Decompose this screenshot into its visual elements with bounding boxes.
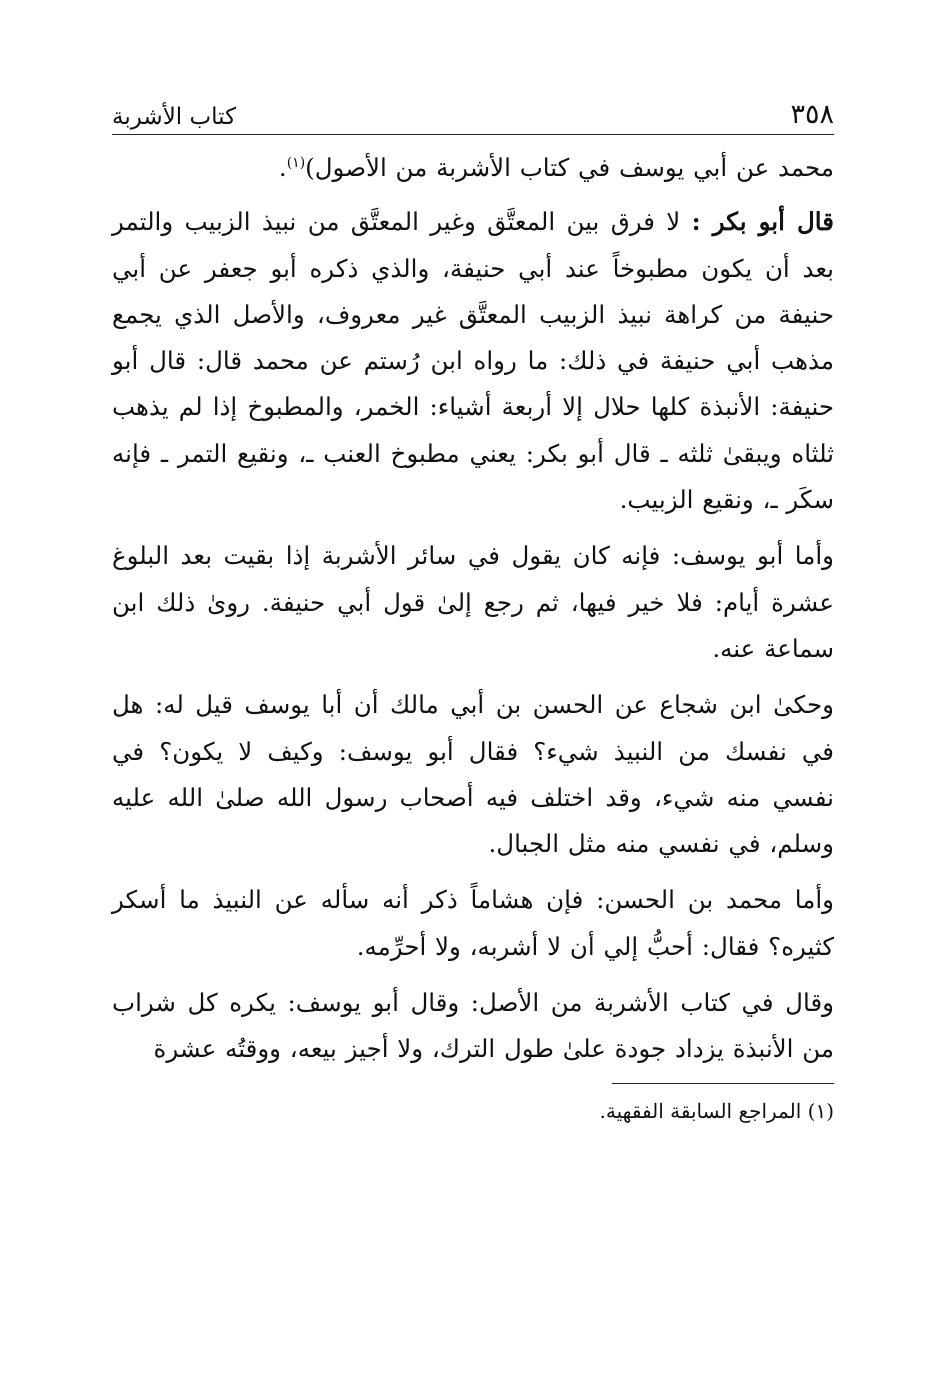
paragraph-5 — [112, 877, 834, 970]
paragraph-2 — [112, 199, 834, 523]
paragraph-text: وأما أبو يوسف: فإنه كان يقول في سائر الأشربة إذا بقيت بعد البلوغ عشرة أيام: فلا خير فيها، ثم رجع إلىٰ قول أبي حنيفة. روىٰ ذلك ابن سماعة عنه. — [112, 541, 834, 663]
paragraph-6 — [112, 980, 834, 1073]
footnote: (١) المراجع السابقة الفقهية. — [599, 1098, 834, 1123]
page — [112, 90, 834, 1128]
paragraph-text: وأما محمد بن الحسن: فإن هشاماً ذكر أنه سأله عن النبيذ ما أسكر كثيره؟ فقال: أحبُّ إلي أن لا أشربه، ولا أحرِّمه. — [112, 885, 834, 961]
footnote-marker: (١) — [286, 154, 306, 171]
paragraph-3 — [112, 533, 834, 672]
main-text — [112, 145, 834, 1073]
page-number: ٣٥٨ — [790, 99, 834, 130]
paragraph-1 — [112, 145, 834, 191]
paragraph-text: لا فرق بين المعتَّق وغير المعتَّق من نبيذ الزبيب والتمر بعد أن يكون مطبوخاً عند أبي حنيفة، والذي ذكره أبو جعفر عن أبي حنيفة من كراهة نبيذ الزبيب المعتَّق غير معروف، والأصل الذي يجمع مذهب أبي حنيفة في ذلك: ما رواه ابن رُستم عن محمد قال: قال أبو حنيفة: الأنبذة كلها حلال إلا أربعة أشياء: الخمر، والمطبوخ إذا لم يذهب ثلثاه ويبقىٰ ثلثه ـ قال أبو بكر: يعني مطبوخ العنب ـ، ونقيع التمر ـ فإنه سكَر ـ، ونقيع الزبيب. — [112, 207, 834, 515]
running-title: كتاب الأشربة — [112, 104, 237, 130]
paragraph-lead: قال أبو بكر : — [691, 207, 834, 237]
paragraph-text: وقال في كتاب الأشربة من الأصل: وقال أبو يوسف: يكره كل شراب من الأنبذة يزداد جودة علىٰ طول الترك، ولا أجيز بيعه، ووقتُه عشرة — [112, 988, 834, 1064]
paragraph-4 — [112, 682, 834, 867]
footnote-divider — [612, 1083, 834, 1084]
paragraph-text: وحكىٰ ابن شجاع عن الحسن بن أبي مالك أن أبا يوسف قيل له: هل في نفسك من النبيذ شيء؟ فقال أبو يوسف: وكيف لا يكون؟ في نفسي منه شيء، وقد اختلف فيه أصحاب رسول الله صلىٰ الله عليه وسلم، في نفسي منه مثل الجبال. — [112, 690, 834, 859]
paragraph-tail: . — [278, 153, 287, 182]
page-header — [112, 90, 834, 135]
paragraph-text: محمد عن أبي يوسف في كتاب الأشربة من الأصول) — [305, 153, 834, 182]
